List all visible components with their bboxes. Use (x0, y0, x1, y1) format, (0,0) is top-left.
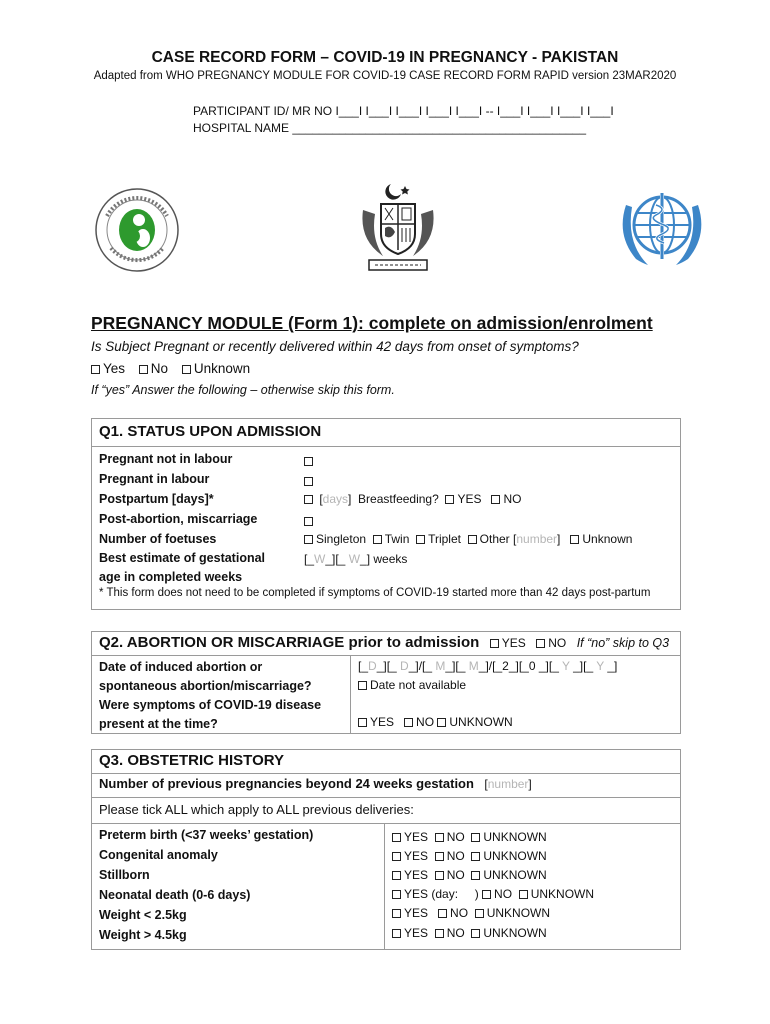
q1-label-in-labour: Pregnant in labour (99, 472, 210, 486)
checkbox-breastfeeding-yes[interactable] (445, 495, 454, 504)
gest-age-field[interactable]: [_W_][_ W_] weeks (304, 552, 408, 566)
abortion-date-field[interactable]: [_D_][_ D_]/[_ M_][_ M_]/[_2_][_0 _][_ Y _][_ Y _] (358, 659, 618, 673)
checkbox-no[interactable] (435, 929, 444, 938)
symptoms-yes-label: YES (370, 715, 395, 729)
q1-label-foetuses: Number of foetuses (99, 532, 217, 546)
q1-label-postpartum: Postpartum [days]* (99, 492, 214, 506)
breastfeeding-label: Breastfeeding? (358, 492, 439, 506)
checkbox-icon[interactable] (91, 365, 100, 374)
sogp-logo-icon (93, 186, 181, 274)
form-subtitle: Adapted from WHO PREGNANCY MODULE FOR COVID-19 CASE RECORD FORM RAPID version 23MAR2020 (93, 70, 677, 82)
q3-options-weight-low: YES NO UNKNOWN (392, 906, 550, 920)
option-yes[interactable]: Yes (91, 361, 125, 376)
checkbox-unknown[interactable] (471, 929, 480, 938)
q1-footnote: * This form does not need to be completed if symptoms of COVID-19 started more than 42 days post-partum (99, 587, 651, 599)
checkbox-postpartum[interactable] (304, 495, 313, 504)
checkbox-triplet[interactable] (416, 535, 425, 544)
postpartum-days-field[interactable]: days (322, 492, 349, 506)
q1-label-post-abortion: Post-abortion, miscarriage (99, 512, 258, 526)
q1-title: Q1. STATUS UPON ADMISSION (99, 423, 322, 440)
hospital-name-field[interactable]: HOSPITAL NAME ____________________________________________ (193, 121, 586, 135)
checkbox-symptoms-unknown[interactable] (437, 718, 446, 727)
q1-label-not-in-labour: Pregnant not in labour (99, 452, 233, 466)
q3-item-label: Weight < 2.5kg (99, 908, 187, 922)
option-unknown[interactable]: Unknown (182, 361, 250, 376)
module-title: PREGNANCY MODULE (Form 1): complete on admission/enrolment (91, 313, 653, 333)
symptoms-unknown-label: UNKNOWN (449, 715, 513, 729)
other-close-bracket: ] (557, 532, 561, 546)
checkbox-q2-yes[interactable] (490, 639, 499, 648)
checkbox-unknown[interactable] (471, 833, 480, 842)
q2-date-label: Date of induced abortion or (99, 660, 263, 674)
option-no[interactable]: No (139, 361, 168, 376)
q3-options-anomaly: YES NO UNKNOWN (392, 849, 547, 863)
breastfeeding-no-label: NO (503, 492, 522, 506)
checkbox-no[interactable] (435, 833, 444, 842)
q1-label-gest-age-2: age in completed weeks (99, 570, 243, 584)
twin-label: Twin (384, 532, 410, 546)
q3-options-neonatal: YES (day: ) NO UNKNOWN (392, 887, 594, 901)
module-question: Is Subject Pregnant or recently delivered within 42 days from onset of symptoms? (91, 339, 579, 354)
checkbox-q2-no[interactable] (536, 639, 545, 648)
q2-title: Q2. ABORTION OR MISCARRIAGE prior to admission (99, 634, 480, 651)
checkbox-icon[interactable] (139, 365, 148, 374)
prev-preg-number-field[interactable]: number (487, 777, 529, 791)
checkbox-symptoms-no[interactable] (404, 718, 413, 727)
other-label: Other [ (479, 532, 517, 546)
module-options (91, 361, 250, 376)
checkbox-no[interactable] (438, 909, 447, 918)
q2-date-label-2: spontaneous abortion/miscarriage? (99, 679, 312, 693)
q3-item-label: Weight > 4.5kg (99, 928, 187, 942)
q3-title: Q3. OBSTETRIC HISTORY (99, 752, 285, 769)
q2-symptoms-label-2: present at the time? (99, 717, 218, 731)
checkbox-icon[interactable] (182, 365, 191, 374)
checkbox-yes[interactable] (392, 890, 401, 899)
symptoms-no-label: NO (416, 715, 435, 729)
checkbox-no[interactable] (435, 871, 444, 880)
checkbox-unknown[interactable] (475, 909, 484, 918)
module-instruction: If “yes” Answer the following – otherwise skip this form. (91, 383, 395, 397)
checkbox-yes[interactable] (392, 871, 401, 880)
checkbox-in-labour[interactable] (304, 477, 313, 486)
q2-skip-instruction: If “no” skip to Q3 (576, 636, 670, 650)
checkbox-yes[interactable] (392, 833, 401, 842)
checkbox-unknown[interactable] (519, 890, 528, 899)
checkbox-yes[interactable] (392, 909, 401, 918)
checkbox-symptoms-yes[interactable] (358, 718, 367, 727)
q3-item-label: Congenital anomaly (99, 848, 218, 862)
checkbox-singleton[interactable] (304, 535, 313, 544)
checkbox-breastfeeding-no[interactable] (491, 495, 500, 504)
checkbox-not-in-labour[interactable] (304, 457, 313, 466)
pakistan-emblem-icon (355, 180, 441, 278)
checkbox-date-not-available[interactable] (358, 681, 367, 690)
checkbox-yes[interactable] (392, 852, 401, 861)
checkbox-no[interactable] (482, 890, 491, 899)
q2-symptoms-label: Were symptoms of COVID-19 disease (99, 698, 322, 712)
form-title: CASE RECORD FORM – COVID-19 IN PREGNANCY - PAKISTAN (151, 49, 619, 66)
singleton-label: Singleton (316, 532, 367, 546)
checkbox-unknown[interactable] (471, 871, 480, 880)
other-number-field[interactable]: number (516, 532, 558, 546)
q3-prev-preg-label: Number of previous pregnancies beyond 24 weeks gestation (99, 776, 474, 791)
q3-options-stillborn: YES NO UNKNOWN (392, 868, 547, 882)
q3-item-label: Neonatal death (0-6 days) (99, 888, 251, 902)
q3-options-preterm: YES NO UNKNOWN (392, 830, 547, 844)
checkbox-twin[interactable] (373, 535, 382, 544)
q3-options-weight-high: YES NO UNKNOWN (392, 926, 547, 940)
q2-yes-label: YES (501, 636, 526, 650)
q2-no-label: NO (548, 636, 567, 650)
checkbox-no[interactable] (435, 852, 444, 861)
checkbox-yes[interactable] (392, 929, 401, 938)
date-not-available-label: Date not available (370, 678, 467, 692)
breastfeeding-yes-label: YES (457, 492, 482, 506)
q3-tick-all: Please tick ALL which apply to ALL previous deliveries: (99, 802, 414, 817)
participant-id-field[interactable]: PARTICIPANT ID/ MR NO I___I I___I I___I I___I I___I -- I___I I___I I___I I___I (193, 104, 614, 118)
q3-item-label: Preterm birth (<37 weeks’ gestation) (99, 828, 314, 842)
q3-item-label: Stillborn (99, 868, 150, 882)
q1-label-gest-age: Best estimate of gestational (99, 551, 266, 565)
checkbox-other[interactable] (468, 535, 477, 544)
checkbox-foetus-unknown[interactable] (570, 535, 579, 544)
checkbox-unknown[interactable] (471, 852, 480, 861)
checkbox-post-abortion[interactable] (304, 517, 313, 526)
foetus-unknown-label: Unknown (582, 532, 633, 546)
triplet-label: Triplet (428, 532, 461, 546)
who-logo-icon (614, 185, 710, 273)
